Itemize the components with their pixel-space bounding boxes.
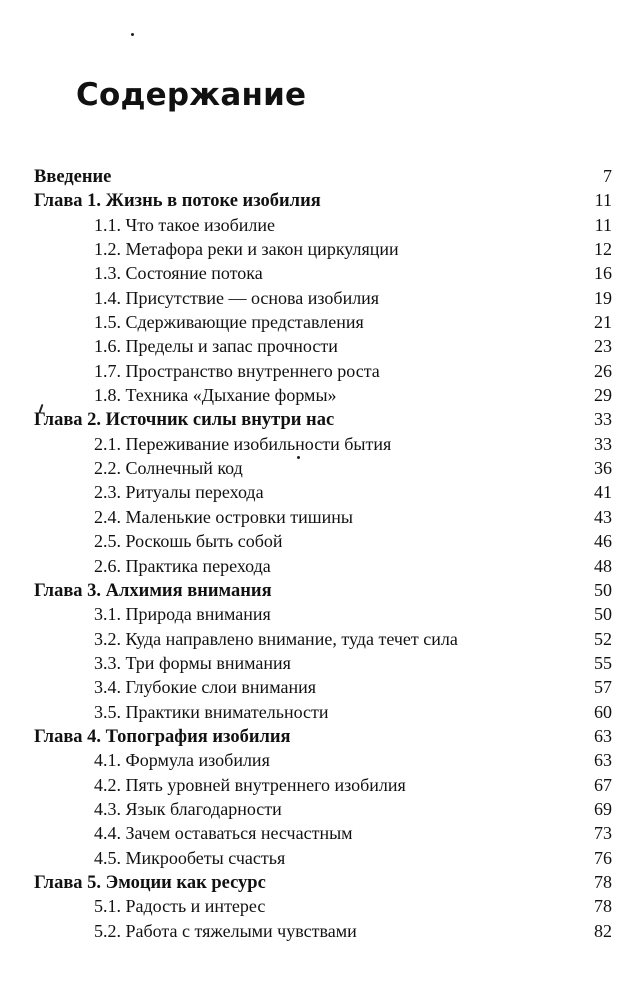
toc-entry-title: 1.8. Техника «Дыхание формы» [94,385,337,406]
toc-entry-title: 4.5. Микрообеты счастья [94,847,286,868]
toc-section-row [34,432,612,456]
toc-entry-title: 4.2. Пять уровней внутреннего изобилия [94,774,406,795]
toc-entry-title: Введение [34,167,112,187]
toc-section-row [34,383,612,407]
toc-section-row [34,846,612,870]
toc-page-number: 11 [594,190,612,211]
toc-section-row [34,286,612,310]
toc-section-row [34,627,612,651]
toc-chapter-row [34,164,612,188]
toc-section-row [34,919,612,943]
toc-page-number: 33 [594,433,612,454]
toc-page-number: 55 [594,652,612,673]
toc-page-number: 52 [594,628,612,649]
toc-entry-title: 3.2. Куда направлено внимание, туда течет сила [94,628,458,649]
toc-page-number: 69 [594,798,612,819]
table-of-contents [34,164,612,943]
toc-section-row [34,310,612,334]
toc-page-number: 33 [594,409,612,430]
toc-page-number: 63 [594,750,612,771]
toc-entry-title: 5.2. Работа с тяжелыми чувствами [94,920,357,941]
toc-page-number: 50 [594,579,612,600]
toc-section-row [34,748,612,772]
toc-entry-title: 2.2. Солнечный код [94,458,243,479]
toc-page-number: 23 [594,336,612,357]
toc-entry-title: 1.7. Пространство внутреннего роста [94,360,380,381]
toc-page-number: 19 [594,287,612,308]
toc-section-row [34,675,612,699]
toc-entry-title: 4.4. Зачем оставаться несчастным [94,823,353,844]
toc-section-row [34,213,612,237]
toc-page-number: 7 [603,166,612,186]
toc-page-number: 57 [594,677,612,698]
toc-entry-title: 2.6. Практика перехода [94,555,271,576]
toc-page-number: 63 [594,725,612,746]
toc-entry-title: 5.1. Радость и интерес [94,896,266,917]
toc-section-row [34,651,612,675]
toc-section-row [34,237,612,261]
toc-entry-title: 1.5. Сдерживающие представления [94,312,364,333]
toc-entry-title: 3.4. Глубокие слои внимания [94,677,316,698]
toc-section-row [34,773,612,797]
toc-entry-title: 2.3. Ритуалы перехода [94,482,264,503]
toc-entry-title: Глава 3. Алхимия внимания [34,580,272,601]
toc-entry-title: 3.5. Практики внимательности [94,701,329,722]
toc-page-number: 46 [594,531,612,552]
toc-entry-title: 1.6. Пределы и запас прочности [94,336,338,357]
toc-page-number: 29 [594,385,612,406]
toc-chapter-row [34,407,612,431]
toc-entry-title: 1.2. Метафора реки и закон циркуляции [94,239,399,260]
toc-section-row [34,554,612,578]
scan-speck [297,456,300,459]
toc-entry-title: 3.3. Три формы внимания [94,652,291,673]
toc-section-row [34,334,612,358]
toc-entry-title: 3.1. Природа внимания [94,604,271,625]
toc-section-row [34,700,612,724]
toc-section-row [34,480,612,504]
toc-entry-title: 1.3. Состояние потока [94,263,263,284]
toc-page-number: 50 [594,604,612,625]
page-title: Содержание [76,77,307,113]
toc-section-row [34,797,612,821]
toc-chapter-row [34,578,612,602]
toc-page-number: 76 [594,847,612,868]
toc-entry-title: 1.4. Присутствие — основа изобилия [94,287,380,308]
toc-chapter-row [34,870,612,894]
toc-entry-title: Глава 1. Жизнь в потоке изобилия [34,191,321,212]
toc-section-row [34,529,612,553]
toc-page-number: 60 [594,701,612,722]
toc-page-number: 41 [594,482,612,503]
toc-page-number: 82 [594,920,612,941]
toc-page-number: 16 [594,263,612,284]
toc-section-row [34,894,612,918]
toc-page-number: 78 [594,896,612,917]
toc-section-row [34,261,612,285]
toc-page-number: 78 [594,871,612,892]
scan-speck [131,33,134,36]
toc-section-row [34,359,612,383]
toc-entry-title: 4.1. Формула изобилия [94,750,270,771]
toc-entry-title: Глава 4. Топография изобилия [34,726,291,747]
toc-chapter-row [34,724,612,748]
toc-page-number: 43 [594,506,612,527]
toc-page-number: 26 [594,360,612,381]
toc-page-number: 48 [594,555,612,576]
toc-chapter-row [34,188,612,212]
toc-page-number: 12 [594,239,612,260]
toc-page-number: 36 [594,458,612,479]
toc-entry-title: Глава 2. Источник силы внутри нас [34,410,335,431]
toc-entry-title: 1.1. Что такое изобилие [94,214,275,235]
toc-entry-title: 2.1. Переживание изобильности бытия [94,433,392,454]
toc-entry-title: 2.5. Роскошь быть собой [94,531,283,552]
toc-page-number: 11 [594,214,612,235]
toc-page-number: 67 [594,774,612,795]
toc-entry-title: 2.4. Маленькие островки тишины [94,506,353,527]
toc-section-row [34,821,612,845]
toc-page-number: 21 [594,312,612,333]
toc-entry-title: 4.3. Язык благодарности [94,798,282,819]
toc-page-number: 73 [594,823,612,844]
toc-section-row [34,456,612,480]
toc-section-row [34,602,612,626]
toc-section-row [34,505,612,529]
toc-entry-title: Глава 5. Эмоции как ресурс [34,872,266,893]
